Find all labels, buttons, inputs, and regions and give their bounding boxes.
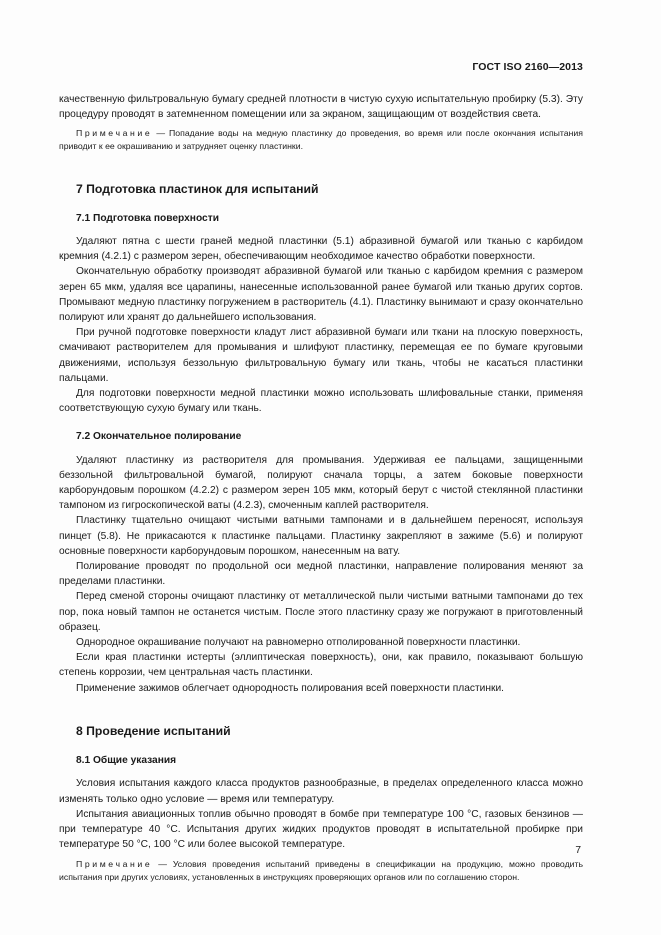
subsection-7-1-body xyxy=(59,234,583,416)
paragraph: При ручной подготовке поверхности кладут лист абразивной бумаги или ткани на плоскую поверхность, смачивают растворителем для промывания и шлифуют пластинку, перемещая ее по бумаге круговыми движениями, используя беззольную фильтровальную бумагу или ткань, чтобы не касаться пластинки пальцами. xyxy=(59,327,583,384)
paragraph: Пластинку тщательно очищают чистыми ватными тампонами и в дальнейшем переносят, используя пинцет (5.8). Не прикасаются к пластинке пальцами. Пластинку закрепляют в зажиме (5.6) и полируют основные поверхности карборундовым порошком, нанесенным на вату. xyxy=(59,515,583,557)
note-text: — Условия проведения испытаний приведены в спецификации на продукцию, можно проводить испытания при других условиях, установленных в инструкциях проверяющих органов или по соглашению сторон. xyxy=(59,859,583,882)
paragraph: Окончательную обработку производят абразивной бумагой или тканью с карбидом кремния с размером зерен 65 мкм, удаляя все царапины, нанесенные использованной ранее бумагой или тканью других сортов. Промывают медную пластинку погружением в растворитель (4.1). Пластинку вынимают и сразу окончательно полируют или хранят до дальнейшего использования. xyxy=(59,266,583,324)
subsection-7-2-title: 7.2 Окончательное полирование xyxy=(76,431,242,443)
paragraph: Испытания авиационных топлив обычно проводят в бомбе при температуре 100 °C, газовых бензинов — при температуре 40 °C. Испытания других жидких продуктов проводят в испытательной пробирке при температуре 50 °C, 100 °C или более высокой температуре. xyxy=(59,808,583,851)
subsection-7-1-title: 7.1 Подготовка поверхности xyxy=(76,212,219,224)
intro-paragraph: качественную фильтровальную бумагу средней плотности в чистую сухую испытательную пробирку (5.3). Эту процедуру проводят в затемненном помещении или за экраном, защищающим от воздействия света. xyxy=(59,94,583,121)
subsection-8-1-title: 8.1 Общие указания xyxy=(76,755,177,767)
paragraph: Удаляют пластинку из растворителя для промывания. Удерживая ее пальцами, защищенными беззольной фильтровальной бумагой, полируют сначала торцы, а затем боковые поверхности карборундовым порошком (4.2.2) с размером зерен 105 мкм, который берут с чистой стеклянной пластинки тампоном из гигроскопической ваты (4.2.3), смоченным каплей растворителя. xyxy=(59,454,583,512)
note-text: — Попадание воды на медную пластинку до проведения, во время или после окончания испытания приводит к ее окрашиванию и затрудняет оценку пластинки. xyxy=(59,128,583,151)
paragraph: Условия испытания каждого класса продуктов разнообразные, в пределах определенного класса можно изменять только одно условие — время или температуру. xyxy=(59,778,583,805)
paragraph: Полирование проводят по продольной оси медной пластинки, направление полирования меняют за пределами пластинки. xyxy=(59,561,583,588)
paragraph: Однородное окрашивание получают на равномерно отполированной поверхности пластинки. xyxy=(76,637,521,649)
paragraph: Удаляют пятна с шести граней медной пластинки (5.1) абразивной бумагой или тканью с карбидом кремния (4.2.1) с размером зерен, обеспечивающим необходимое качество обработки поверхности. xyxy=(59,236,583,263)
paragraph: Применение зажимов облегчает однородность полирования всей поверхности пластинки. xyxy=(76,682,504,694)
section-8-title: 8 Проведение испытаний xyxy=(76,723,231,738)
subsection-7-2-body xyxy=(59,453,583,696)
document-header: ГОСТ ISO 2160—2013 xyxy=(472,61,583,73)
note-label: Примечание xyxy=(76,128,153,139)
intro-note xyxy=(59,127,583,152)
section-7-title: 7 Подготовка пластинок для испытаний xyxy=(76,181,319,196)
page-content xyxy=(59,92,583,884)
paragraph: Для подготовки поверхности медной пластинки можно использовать шлифовальные станки, применяя соответствующую сухую бумагу или ткань. xyxy=(59,388,583,415)
section-8-note xyxy=(59,858,583,883)
paragraph: Если края пластинки истерты (эллиптическая поверхность), они, как правило, показывают большую степень коррозии, чем центральная часть пластинки. xyxy=(59,652,583,679)
note-label: Примечание xyxy=(76,859,153,870)
page-number: 7 xyxy=(575,845,581,856)
subsection-8-1-body xyxy=(59,776,583,852)
paragraph: Перед сменой стороны очищают пластинку от металлической пыли чистыми ватными тампонами до тех пор, пока новый тампон не останется чистым. После этого пластинку сразу же погружают в приготовленный образец. xyxy=(59,591,583,633)
